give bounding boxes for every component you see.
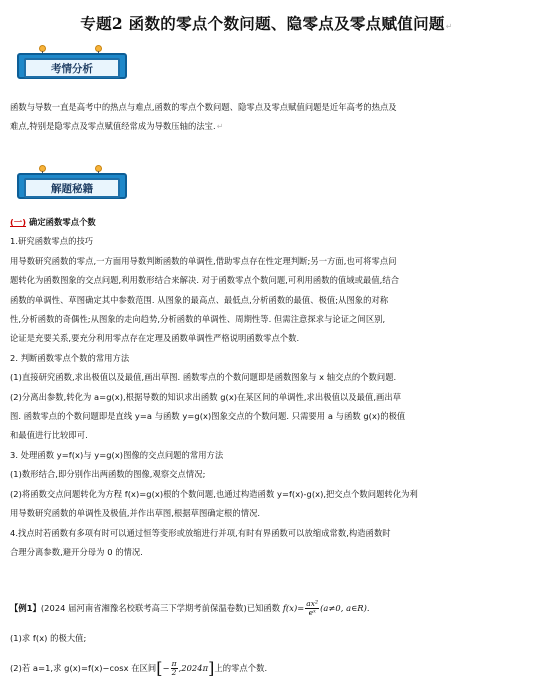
body-line: 2. 判断函数零点个数的常用方法 <box>10 352 130 363</box>
banner-exam-analysis <box>17 45 137 77</box>
return-mark: ↵ <box>445 22 453 31</box>
body-line: 合理分离参数,避开分母为 0 的情况. <box>10 546 143 557</box>
example-header <box>10 593 515 623</box>
example-block <box>10 593 515 684</box>
body-line: (2)将函数交点问题转化为方程 f(x)=g(x)根的个数问题,也通过构造函数 y=f(x)-g(x),把交点个数问题转化为利 <box>10 488 418 499</box>
body-line: 性,分析函数的奇偶性;从图象的走向趋势,分析函数的单调性、周期性等. 但需注意探求与论证之间区别, <box>10 314 386 325</box>
banner-board <box>17 173 127 199</box>
intro-paragraph <box>10 98 515 137</box>
banner-board <box>17 53 127 79</box>
section-number: (一) <box>10 217 27 227</box>
example-source: (2024 届河南省湘豫名校联考高三下学期考前保温卷数)已知函数 <box>40 603 281 613</box>
body-line: 3. 处理函数 y=f(x)与 y=g(x)图像的交点问题的常用方法 <box>10 449 224 460</box>
function-fraction: $\frac{\text{ax²}}{\text{eˣ}}$ <box>306 599 319 617</box>
body-line: 用导数研究函数的零点,一方面用导数判断函数的单调性,借助零点存在性定理判断;另一方面,也可将零点问 <box>10 255 397 266</box>
body-line: 函数的单调性、草图确定其中参数范围. 从图象的最高点、最低点,分析函数的最值、极值;从图象的对称 <box>10 294 389 305</box>
pi-half-fraction: $\frac{\pi}{2}$ <box>171 659 177 677</box>
body-line: 用导数研究函数的单调性及极值,并作出草图,根据草图确定根的情况. <box>10 508 261 519</box>
body-line: 题转化为函数图象的交点问题,利用数形结合来解决. 对于函数零点个数问题,可利用函数的值域或最值,结合 <box>10 275 400 286</box>
example-label: 【例1】 <box>10 603 41 613</box>
title-text: 专题2 函数的零点个数问题、隐零点及零点赋值问题 <box>80 14 445 33</box>
intro-line-2: 难点,特别是隐零点及零点赋值经常成为导数压轴的法宝.↵ <box>10 121 224 132</box>
body-section <box>10 213 515 562</box>
body-line: 图. 函数零点的个数问题即是直线 y=a 与函数 y=g(x)图象交点的个数问题. 只需要用 a 与函数 g(x)的极值 <box>10 411 406 422</box>
body-line: 论证是充要关系,要充分利用零点存在定理及函数单调性严格说明函数零点个数. <box>10 333 300 344</box>
function-lhs: f(x)= <box>282 603 305 613</box>
banner-label: 考情分析 <box>24 58 120 78</box>
question-2: (2)若 a=1,求 g(x)=f(x)−cosx 在区间[− $\frac{\pi}{2}$ ,2024π]上的零点个数. <box>10 658 268 678</box>
body-line: 4.找点时若函数有多项有时可以通过恒等变形或放缩进行并项,有时有界函数可以放缩成常数,构造函数时 <box>10 527 391 538</box>
document-title <box>0 12 533 34</box>
banner-solution-tips <box>17 165 137 197</box>
body-line: (1)直接研究函数,求出极值以及最值,画出草图. 函数零点的个数问题即是函数图象与 x 轴交点的个数问题. <box>10 372 397 383</box>
section-title: 确定函数零点个数 <box>28 217 96 227</box>
intro-line-1: 函数与导数一直是高考中的热点与难点,函数的零点个数问题、隐零点及零点赋值问题是近年高考的热点及 <box>10 102 397 112</box>
body-line: (2)分离出参数,转化为 a=g(x),根据导数的知识求出函数 g(x)在某区间的单调性,求出极值以及最值,画出草 <box>10 391 402 402</box>
body-line: 1.研究函数零点的技巧 <box>10 236 94 247</box>
banner-label: 解题秘籍 <box>24 178 120 198</box>
body-line: 和最值进行比较即可. <box>10 430 88 441</box>
body-line: (1)数形结合,即分别作出两函数的图像,观察交点情况; <box>10 469 206 480</box>
question-1: (1)求 f(x) 的极大值; <box>10 633 87 643</box>
function-condition: (a≠0, a∈R). <box>320 603 370 613</box>
section-heading <box>10 213 515 232</box>
